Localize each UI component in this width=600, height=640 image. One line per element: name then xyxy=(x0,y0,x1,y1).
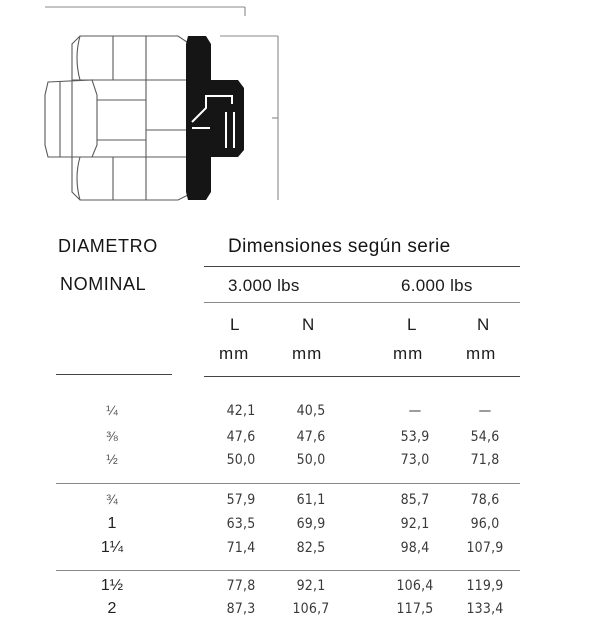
value-cell-n3: 47,6 xyxy=(296,429,326,445)
value-cell-n3: 40,5 xyxy=(296,403,326,419)
value-cell-n6: — xyxy=(478,403,492,419)
series-6000-label: 6.000 lbs xyxy=(401,276,473,295)
header-rule xyxy=(204,266,520,267)
value-cell-n3: 50,0 xyxy=(296,452,326,468)
value-cell-l6: 98,4 xyxy=(400,540,430,556)
col-n-3000: N xyxy=(302,315,316,334)
value-cell-l3: 77,8 xyxy=(226,578,256,594)
nominal-cell: 1¼ xyxy=(100,539,124,556)
value-cell-n6: 54,6 xyxy=(470,429,500,445)
value-cell-l3: 71,4 xyxy=(226,540,256,556)
units-rule xyxy=(204,376,520,377)
value-cell-n3: 61,1 xyxy=(296,492,326,508)
value-cell-l6: 92,1 xyxy=(400,516,430,532)
unit-l-3000: mm xyxy=(219,344,250,363)
value-cell-n6: 78,6 xyxy=(470,492,500,508)
value-cell-n3: 82,5 xyxy=(296,540,326,556)
value-cell-l3: 42,1 xyxy=(226,403,256,419)
unit-n-6000: mm xyxy=(466,344,497,363)
value-cell-l6: — xyxy=(408,403,422,419)
value-cell-l6: 106,4 xyxy=(396,578,434,594)
value-cell-n6: 133,4 xyxy=(466,601,504,617)
value-cell-l6: 53,9 xyxy=(400,429,430,445)
value-cell-n6: 96,0 xyxy=(470,516,500,532)
value-cell-l3: 57,9 xyxy=(226,492,256,508)
value-cell-n6: 107,9 xyxy=(466,540,504,556)
value-cell-n6: 71,8 xyxy=(470,452,500,468)
value-cell-n6: 119,9 xyxy=(466,578,504,594)
nominal-cell: ¾ xyxy=(106,491,118,507)
value-cell-l3: 50,0 xyxy=(226,452,256,468)
value-cell-l6: 73,0 xyxy=(400,452,430,468)
value-cell-n3: 106,7 xyxy=(292,601,330,617)
header-diametro: DIAMETRO xyxy=(58,236,158,256)
nominal-cell: ½ xyxy=(106,451,118,467)
value-cell-l3: 87,3 xyxy=(226,601,256,617)
group-separator xyxy=(56,483,520,484)
series-3000-label: 3.000 lbs xyxy=(228,276,300,295)
nominal-cell: ⅜ xyxy=(106,428,118,444)
header-nominal: NOMINAL xyxy=(60,274,147,294)
value-cell-l3: 63,5 xyxy=(226,516,256,532)
group-separator xyxy=(56,570,520,571)
col-l-6000: L xyxy=(407,315,418,334)
union-fitting-drawing xyxy=(0,0,600,215)
unit-l-6000: mm xyxy=(393,344,424,363)
value-cell-l6: 85,7 xyxy=(400,492,430,508)
value-cell-l6: 117,5 xyxy=(396,601,434,617)
header-dimensiones: Dimensiones según serie xyxy=(228,236,451,257)
value-cell-n3: 69,9 xyxy=(296,516,326,532)
value-cell-l3: 47,6 xyxy=(226,429,256,445)
nominal-cell: 1½ xyxy=(100,577,124,594)
col-l-3000: L xyxy=(230,315,241,334)
series-rule xyxy=(204,302,520,303)
value-cell-n3: 92,1 xyxy=(296,578,326,594)
col-n-6000: N xyxy=(477,315,491,334)
nominal-cell: ¼ xyxy=(106,402,118,418)
nominal-cell: 1 xyxy=(107,515,117,532)
nominal-rule xyxy=(56,374,172,375)
unit-n-3000: mm xyxy=(292,344,323,363)
nominal-cell: 2 xyxy=(107,600,117,617)
